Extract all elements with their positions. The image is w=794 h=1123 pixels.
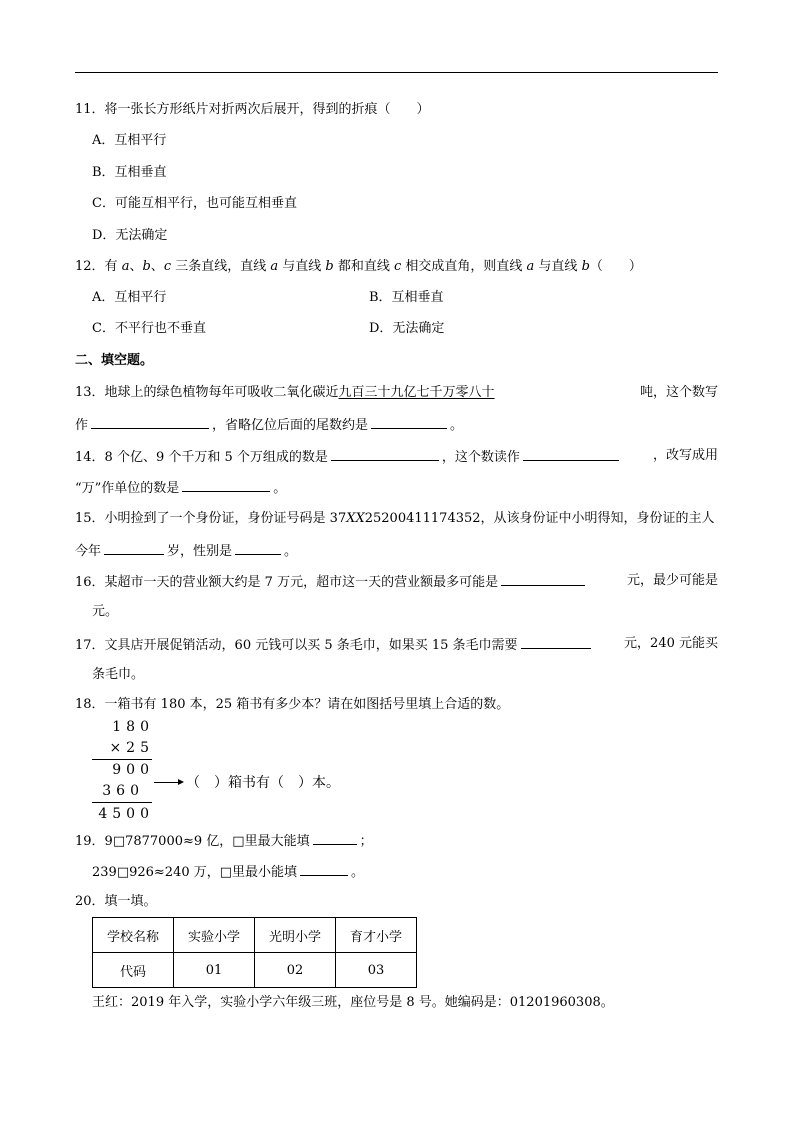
table-cell: 代码 — [93, 953, 174, 988]
q14-blank-3[interactable] — [182, 479, 270, 492]
table-cell: 02 — [255, 953, 336, 988]
q13-line2: 作 ，省略亿位后面的尾数约是 。 — [75, 418, 464, 433]
q16-blank-1[interactable] — [501, 573, 585, 586]
q11-stem: 11．将一张长方形纸片对折两次后展开，得到的折痕（ ） — [75, 102, 430, 117]
calc-line-2 — [92, 802, 152, 803]
q14-blank-2[interactable] — [523, 448, 619, 461]
section-heading: 二、填空题。 — [75, 353, 154, 368]
vertical-multiplication — [92, 718, 192, 828]
calc-product: 4500 — [98, 806, 154, 822]
q13-line1: 13．地球上的绿色植物每年可吸收二氧化碳近九百三十九亿七千万零八十 吨，这个数写 — [75, 385, 718, 400]
calc-multiplier: ×25 — [109, 740, 154, 756]
arrow-head-icon — [178, 779, 184, 785]
q19-blank-1[interactable] — [313, 832, 357, 845]
q12-option-c: C．不平行也不垂直 — [92, 321, 206, 336]
table-row — [93, 918, 417, 953]
calc-partial-1: 900 — [112, 762, 154, 778]
q13-underlined-number: 九百三十九亿七千万零八十 — [338, 385, 495, 400]
q16-line1: 16．某超市一天的营业额大约是 7 万元，超市这一天的营业额最多可能是 元，最少可能是 — [75, 573, 718, 590]
q17-line1: 17．文具店开展促销活动，60 元钱可以买 5 条毛巾，如果买 15 条毛巾需要 元，240 元能买 — [75, 636, 718, 653]
q15-line1: 15．小明捡到了一个身份证，身份证号码是 37XX25200411174352，从该身份证中小明得知，身份证的主人 — [75, 511, 715, 526]
table-header-cell: 光明小学 — [255, 918, 336, 953]
header-rule — [75, 72, 718, 73]
q19-line2: 239□926≈240 万，□里最小能填 。 — [92, 865, 365, 880]
calc-multiplicand: 180 — [112, 719, 154, 735]
q18-note: （ ）箱书有（ ）本。 — [186, 775, 340, 791]
q11-option-d: D．无法确定 — [92, 228, 168, 243]
calc-partial-2: 360 — [102, 783, 144, 799]
q12-stem: 12．有 a、b、c 三条直线，直线 a 与直线 b 都和直线 c 相交成直角，则直线 a 与直线 b（ ） — [75, 259, 642, 274]
q16-line2: 元。 — [92, 604, 119, 619]
q13-blank-1[interactable] — [91, 416, 209, 429]
q17-blank-1[interactable] — [521, 636, 591, 649]
table-row — [93, 953, 417, 988]
q11-option-c: C．可能互相平行，也可能互相垂直 — [92, 196, 297, 211]
q19-blank-2[interactable] — [300, 863, 348, 876]
arrow-line — [154, 782, 180, 783]
table-cell: 01 — [174, 953, 255, 988]
q11-option-a: A．互相平行 — [92, 133, 167, 148]
q19-line1: 19．9□7877000≈9 亿，□里最大能填 ； — [75, 834, 373, 849]
q15-line2: 今年 岁，性别是 。 — [75, 544, 298, 559]
table-header-cell: 学校名称 — [93, 918, 174, 953]
q14-line2: “万”作单位的数是 。 — [75, 481, 287, 496]
calc-line-1 — [92, 759, 152, 760]
q12-option-a: A．互相平行 — [92, 290, 167, 305]
q12-option-b: B．互相垂直 — [369, 290, 444, 305]
q14-blank-1[interactable] — [331, 448, 439, 461]
q13-blank-2[interactable] — [371, 416, 447, 429]
table-header-cell: 育才小学 — [336, 918, 417, 953]
school-code-table — [92, 917, 417, 988]
q15-blank-1[interactable] — [104, 542, 164, 555]
table-cell: 03 — [336, 953, 417, 988]
q20-note: 王红：2019 年入学，实验小学六年级三班，座位号是 8 号。她编码是：01201960308。 — [92, 995, 614, 1010]
q14-line1: 14．8 个亿、9 个千万和 5 个万组成的数是 ，这个数读作 ，改写成用 — [75, 448, 718, 465]
q18-stem: 18．一箱书有 180 本，25 箱书有多少本？请在如图括号里填上合适的数。 — [75, 697, 510, 712]
q17-line2: 条毛巾。 — [92, 667, 145, 682]
q20-stem: 20．填一填。 — [75, 894, 157, 909]
q15-blank-2[interactable] — [235, 542, 281, 555]
q11-option-b: B．互相垂直 — [92, 165, 167, 180]
table-header-cell: 实验小学 — [174, 918, 255, 953]
q12-option-d: D．无法确定 — [369, 321, 445, 336]
